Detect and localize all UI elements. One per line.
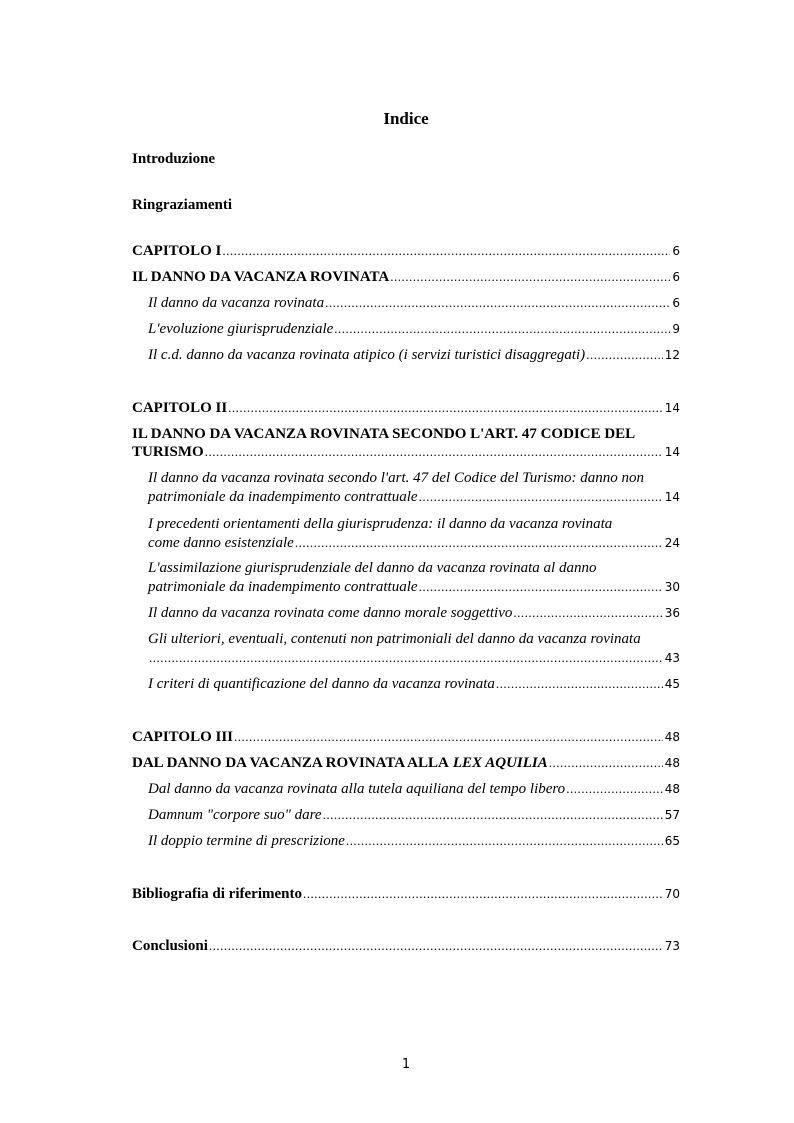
toc-leader-dots — [586, 345, 663, 365]
toc-leader-dots — [205, 442, 663, 462]
toc-entry-label: Il danno da vacanza rovinata — [148, 295, 325, 311]
toc-page-number: 6 — [672, 296, 680, 310]
toc-page-number: 14 — [664, 490, 680, 504]
toc-leader-dots — [325, 293, 670, 313]
toc-entry-label: L'evoluzione giurisprudenziale — [148, 321, 334, 337]
toc-leader-dots — [334, 319, 670, 339]
toc-entry-section-3-2[interactable] — [148, 805, 680, 825]
toc-entry-label: I criteri di quantificazione del danno da vacanza rovinata — [148, 676, 495, 692]
toc-entry-label: Il doppio termine di prescrizione — [148, 833, 345, 849]
toc-entry-section-2-3-line1[interactable]: L'assimilazione giurisprudenziale del danno da vacanza rovinata al danno — [148, 560, 597, 576]
toc-page-number: 48 — [664, 782, 680, 796]
toc-page-number: 14 — [664, 401, 680, 415]
toc-page-number: 48 — [664, 730, 680, 744]
toc-entry-chapter-1[interactable] — [132, 241, 680, 261]
toc-leader-dots — [303, 884, 663, 904]
toc-entry-section-2-2[interactable] — [148, 533, 680, 553]
toc-entry-label: patrimoniale da inadempimento contrattuale — [148, 579, 418, 595]
toc-leader-dots — [222, 241, 670, 261]
toc-entry-chapter-3-title[interactable] — [132, 753, 680, 773]
toc-page-number: 70 — [664, 887, 680, 901]
toc-entry-label: Conclusioni — [132, 938, 208, 954]
page-number: 1 — [401, 1057, 411, 1072]
toc-entry-chapter-2-title[interactable] — [132, 442, 680, 462]
toc-page-number: 73 — [664, 939, 680, 953]
toc-entry-label: IL DANNO DA VACANZA ROVINATA — [132, 269, 390, 285]
toc-entry-section-3-1[interactable] — [148, 779, 680, 799]
toc-entry-section-2-4[interactable] — [148, 603, 680, 623]
toc-entry-label: CAPITOLO I — [132, 243, 222, 259]
toc-leader-dots — [295, 533, 663, 553]
toc-entry-section-1-2[interactable] — [148, 319, 680, 339]
toc-leader-dots — [209, 936, 663, 956]
toc-entry-section-2-5-line1[interactable]: Gli ulteriori, eventuali, contenuti non patrimoniali del danno da vacanza rovinata — [148, 631, 641, 647]
toc-page-number: 12 — [664, 348, 680, 362]
toc-page-number: 30 — [664, 580, 680, 594]
toc-entry-label: CAPITOLO III — [132, 729, 234, 745]
toc-entry-label: Il c.d. danno da vacanza rovinata atipico (i servizi turistici disaggregati) — [148, 347, 586, 363]
toc-entry-chapter-2[interactable] — [132, 398, 680, 418]
toc-entry-chapter-3[interactable] — [132, 727, 680, 747]
toc-entry-section-3-3[interactable] — [148, 831, 680, 851]
toc-leader-dots — [513, 603, 662, 623]
toc-leader-dots — [390, 267, 670, 287]
toc-leader-dots — [346, 831, 663, 851]
toc-entry-section-2-2-line1[interactable]: I precedenti orientamenti della giurisprudenza: il danno da vacanza rovinata — [148, 516, 613, 532]
toc-page-number: 6 — [672, 270, 680, 284]
toc-leader-dots — [566, 779, 663, 799]
toc-entry-section-1-3[interactable] — [148, 345, 680, 365]
toc-entry-section-2-5[interactable] — [148, 648, 680, 668]
toc-entry-label-italic: LEX AQUILIA — [452, 755, 548, 771]
toc-introduction: Introduzione — [132, 151, 216, 167]
toc-page-number: 6 — [672, 244, 680, 258]
toc-page-number: 65 — [664, 834, 680, 848]
page-title: Indice — [383, 109, 429, 128]
toc-entry-chapter-1-title[interactable] — [132, 267, 680, 287]
toc-entry-section-2-1-line1[interactable]: Il danno da vacanza rovinata secondo l'art. 47 del Codice del Turismo: danno non — [148, 470, 644, 486]
toc-entry-label: Dal danno da vacanza rovinata alla tutela aquiliana del tempo libero — [148, 781, 566, 797]
toc-page-number: 57 — [664, 808, 680, 822]
toc-entry-label: come danno esistenziale — [148, 535, 294, 551]
toc-page-number: 9 — [672, 322, 680, 336]
toc-page-number: 48 — [664, 756, 680, 770]
toc-page-number: 24 — [664, 536, 680, 550]
toc-entry-label: patrimoniale da inadempimento contrattuale — [148, 489, 418, 505]
toc-entry-section-2-1[interactable] — [148, 487, 680, 507]
toc-page-number: 45 — [664, 677, 680, 691]
toc-leader-dots — [419, 577, 663, 597]
toc-page-number: 14 — [664, 445, 680, 459]
toc-entry-section-2-3[interactable] — [148, 577, 680, 597]
toc-entry-label: CAPITOLO II — [132, 400, 228, 416]
toc-leader-dots — [419, 487, 663, 507]
toc-page-number: 36 — [664, 606, 680, 620]
toc-leader-dots — [549, 753, 663, 773]
toc-leader-dots — [228, 398, 663, 418]
toc-entry-section-2-6[interactable] — [148, 674, 680, 694]
toc-leader-dots — [323, 805, 663, 825]
toc-entry-chapter-2-title-line1[interactable]: IL DANNO DA VACANZA ROVINATA SECONDO L'ART. 47 CODICE DEL — [132, 426, 636, 442]
toc-entry-label: Bibliografia di riferimento — [132, 886, 302, 902]
toc-page-number: 43 — [664, 651, 680, 665]
toc-entry-section-1-1[interactable] — [148, 293, 680, 313]
toc-entry-bibliography[interactable] — [132, 884, 680, 904]
toc-leader-dots — [234, 727, 663, 747]
toc-leader-dots — [149, 648, 663, 668]
toc-entry-conclusions[interactable] — [132, 936, 680, 956]
toc-entry-label: Il danno da vacanza rovinata come danno morale soggettivo — [148, 605, 513, 621]
toc-entry-label: DAL DANNO DA VACANZA ROVINATA ALLA — [132, 755, 449, 771]
toc-leader-dots — [496, 674, 663, 694]
toc-acknowledgements: Ringraziamenti — [132, 197, 232, 213]
toc-entry-label: Damnum "corpore suo" dare — [148, 807, 322, 823]
toc-entry-label: TURISMO — [132, 444, 204, 460]
